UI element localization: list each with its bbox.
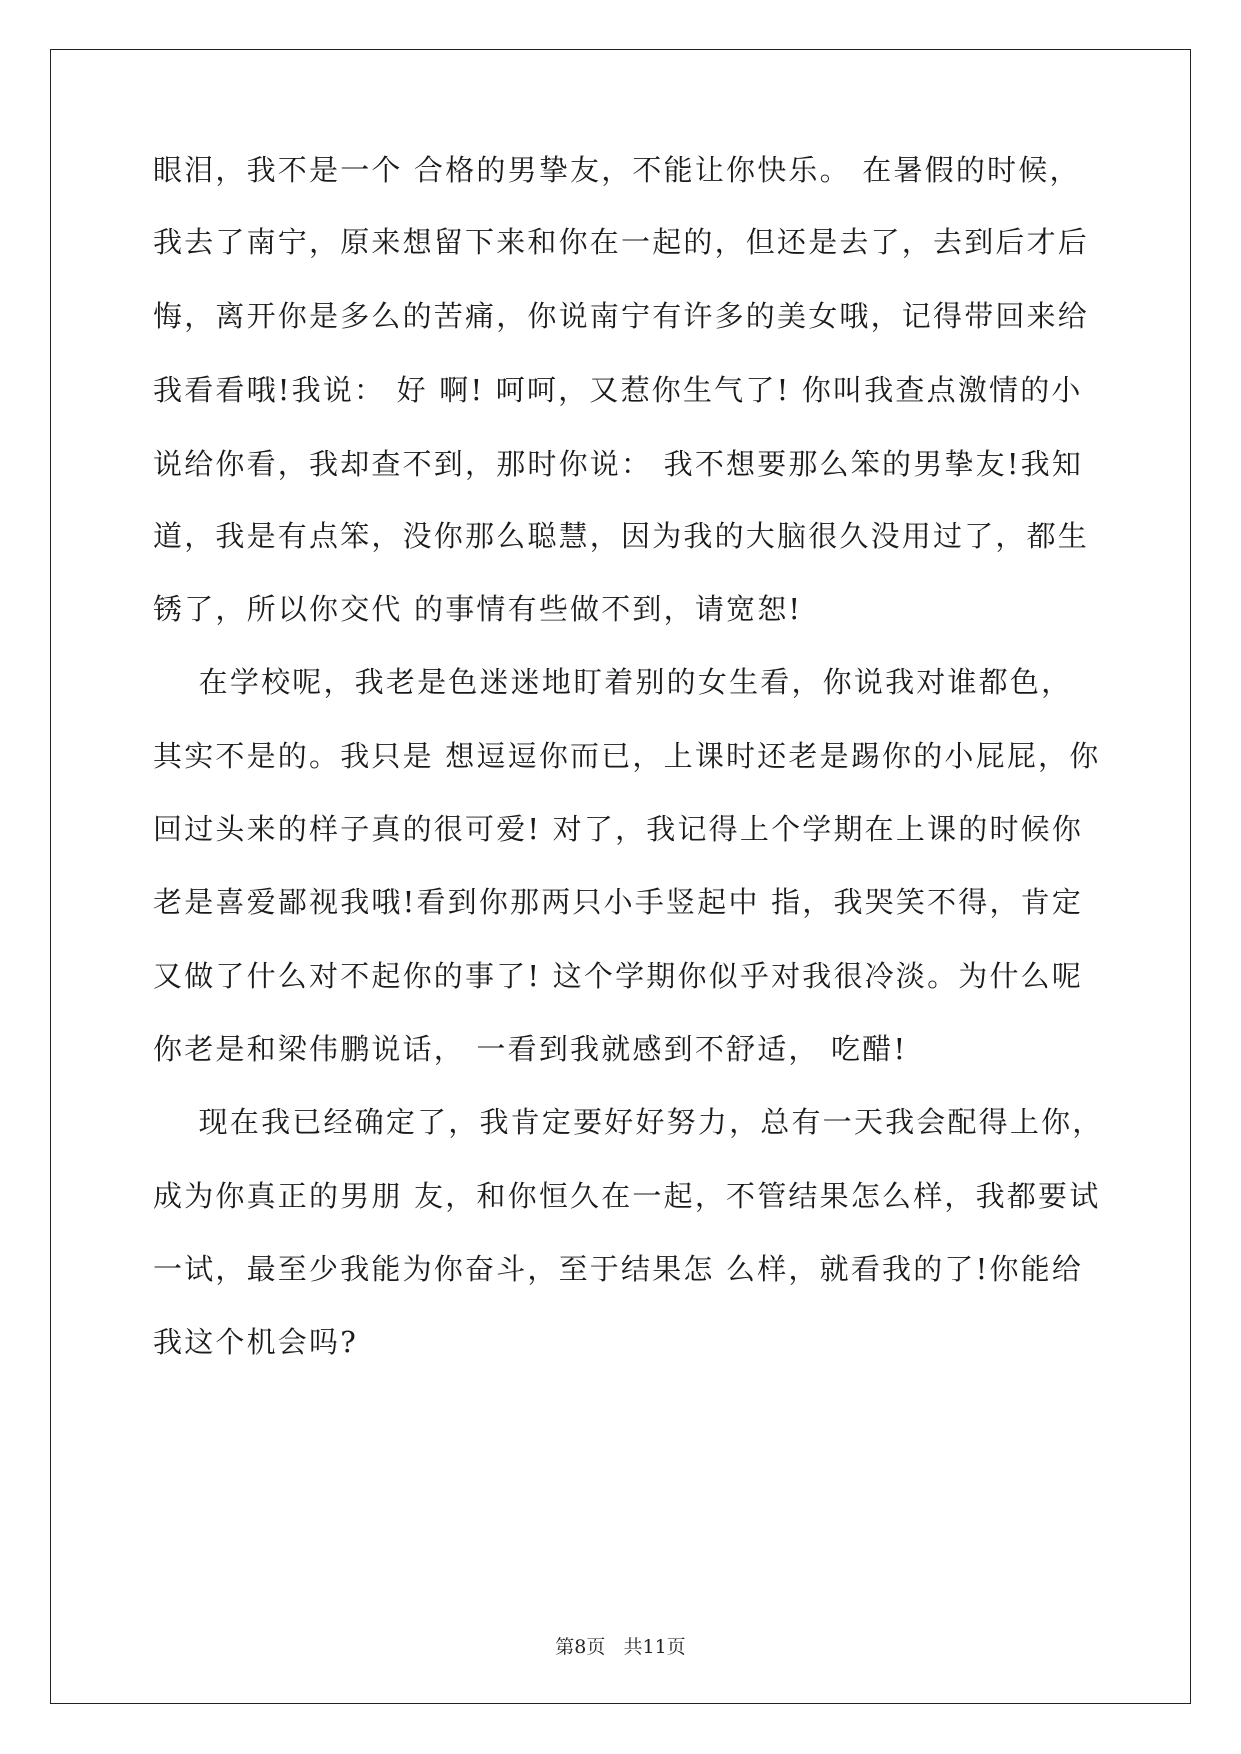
text-line: 现在我已经确定了，我肯定要好好努力，总有一天我会配得上你， — [153, 1105, 1104, 1139]
text-line: 说给你看，我却查不到，那时你说： 我不想要那么笨的男挚友!我知 — [153, 447, 1084, 481]
text-line: 我去了南宁，原来想留下来和你在一起的，但还是去了，去到后才后 — [153, 225, 1090, 259]
text-line: 你老是和梁伟鹏说话， 一看到我就感到不舒适， 吃醋! — [153, 1032, 908, 1066]
text-line: 锈了，所以你交代 的事情有些做不到，请宽恕! — [153, 592, 803, 626]
text-line: 又做了什么对不起你的事了! 这个学期你似乎对我很冷淡。为什么呢 — [153, 959, 1084, 993]
text-line: 我看看哦!我说： 好 啊! 呵呵，又惹你生气了! 你叫我查点激情的小 — [153, 373, 1083, 407]
text-line: 眼泪，我不是一个 合格的男挚友，不能让你快乐。 在暑假的时候， — [153, 153, 1081, 187]
text-line: 成为你真正的男朋 友，和你恒久在一起，不管结果怎么样，我都要试 — [153, 1179, 1101, 1213]
text-line: 道，我是有点笨，没你那么聪慧，因为我的大脑很久没用过了，都生 — [153, 519, 1090, 553]
text-line: 在学校呢，我老是色迷迷地盯着别的女生看，你说我对谁都色， — [153, 665, 1073, 699]
text-line: 老是喜爱鄙视我哦!看到你那两只小手竖起中 指，我哭笑不得，肯定 — [153, 885, 1084, 919]
page-number: 第8页 共11页 — [555, 1636, 686, 1658]
text-line: 一试，最至少我能为你奋斗，至于结果怎 么样，就看我的了!你能给 — [153, 1252, 1084, 1286]
text-line: 悔，离开你是多么的苦痛，你说南宁有许多的美女哦，记得带回来给 — [153, 299, 1090, 333]
text-line: 回过头来的样子真的很可爱! 对了，我记得上个学期在上课的时候你 — [153, 812, 1084, 846]
text-line: 我这个机会吗? — [153, 1325, 358, 1359]
text-line: 其实不是的。我只是 想逗逗你而已，上课时还老是踢你的小屁屁，你 — [153, 739, 1101, 773]
